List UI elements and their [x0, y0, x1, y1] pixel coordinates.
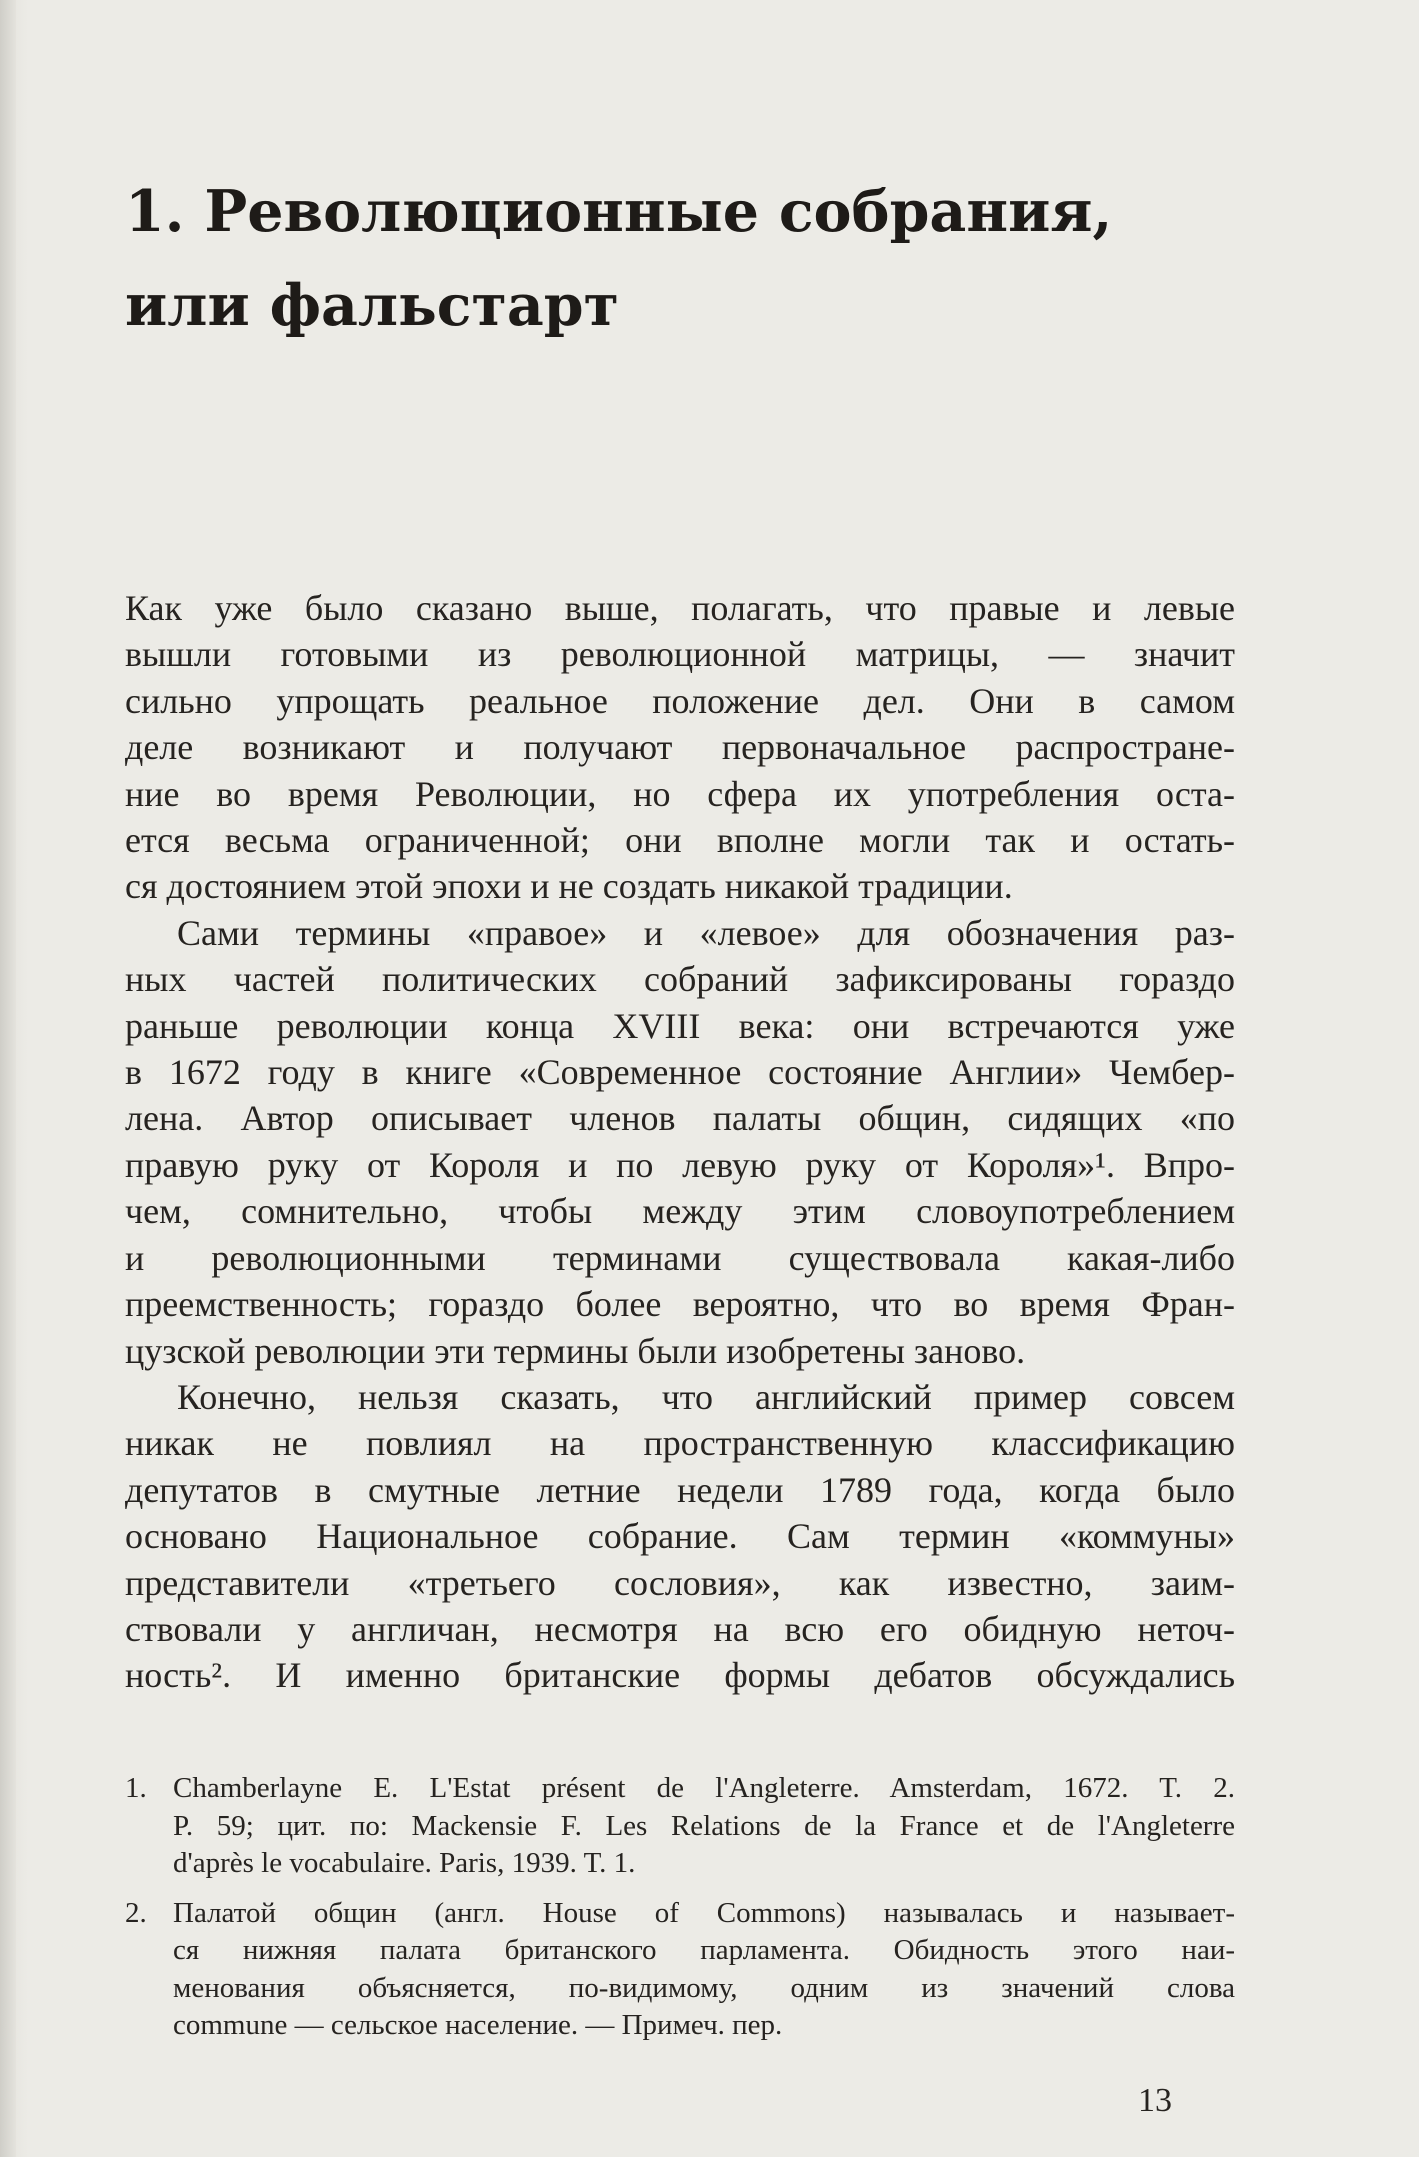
- footnote-line: P. 59; цит. по: Mackensie F. Les Relations de la France et de l'Angleterre: [173, 1809, 1235, 1842]
- footnote-line: менования объясняется, по-видимому, одним из значений слова: [173, 1971, 1235, 2004]
- footnote-number: 2.: [125, 1896, 147, 1929]
- text-line: раньше революции конца XVIII века: они встречаются уже: [125, 1005, 1235, 1046]
- footnote-1: [125, 1770, 1235, 1883]
- text-line: Конечно, нельзя сказать, что английский пример совсем: [177, 1376, 1235, 1417]
- text-line: ся достоянием этой эпохи и не создать никакой традиции.: [125, 866, 1013, 907]
- text-line: основано Национальное собрание. Сам термин «коммуны»: [125, 1516, 1235, 1557]
- text-line: лена. Автор описывает членов палаты общин, сидящих «по: [125, 1098, 1235, 1139]
- footnote-line: commune — сельское население. — Примеч. пер.: [173, 2009, 783, 2041]
- text-line: Сами термины «правое» и «левое» для обозначения раз-: [177, 912, 1235, 953]
- paragraph-3: [125, 1374, 1235, 1699]
- text-line: депутатов в смутные летние недели 1789 года, когда было: [125, 1469, 1235, 1510]
- text-line: деле возникают и получают первоначальное распростране-: [125, 727, 1235, 768]
- footnote-line: d'après le vocabulaire. Paris, 1939. T. 1.: [173, 1847, 636, 1879]
- footnote-line: Палатой общин (англ. House of Commons) называлась и называет-: [173, 1896, 1235, 1929]
- footnote-2: [125, 1895, 1235, 2045]
- text-line: преемственность; гораздо более вероятно, что во время Фран-: [125, 1284, 1235, 1325]
- page-binding-edge: [0, 0, 16, 2157]
- footnote-number: 1.: [125, 1772, 147, 1804]
- text-line: ется весьма ограниченной; они вполне могли так и остать-: [125, 820, 1235, 861]
- text-line: в 1672 году в книге «Современное состояние Англии» Чембер-: [125, 1052, 1235, 1093]
- footnote-line: ся нижняя палата британского парламента. Обидность этого наи-: [173, 1934, 1235, 1966]
- text-line: правую руку от Короля и по левую руку от Короля»¹. Впро-: [125, 1144, 1235, 1185]
- text-line: Как уже было сказано выше, полагать, что правые и левые: [125, 588, 1235, 628]
- text-line: представители «третьего сословия», как известно, заим-: [125, 1562, 1235, 1603]
- chapter-title-line: 1. Революционные собрания,: [125, 178, 1113, 245]
- footnote-line: Chamberlayne E. L'Estat présent de l'Angleterre. Amsterdam, 1672. T. 2.: [173, 1772, 1235, 1804]
- text-line: ных частей политических собраний зафиксированы гораздо: [125, 959, 1235, 1000]
- text-line: ность². И именно британские формы дебатов обсуждались: [125, 1655, 1235, 1696]
- chapter-title: [125, 165, 1225, 353]
- text-line: ние во время Революции, но сфера их употребления оста-: [125, 773, 1235, 814]
- text-line: ствовали у англичан, несмотря на всю его обидную неточ-: [125, 1608, 1235, 1649]
- text-line: чем, сомнительно, чтобы между этим словоупотреблением: [125, 1191, 1235, 1232]
- paragraph-1: [125, 585, 1235, 910]
- footnotes: [125, 1770, 1235, 2057]
- text-line: никак не повлиял на пространственную классификацию: [125, 1423, 1235, 1464]
- text-line: сильно упрощать реальное положение дел. Они в самом: [125, 680, 1235, 721]
- body-text: [125, 585, 1235, 1699]
- paragraph-2: [125, 910, 1235, 1374]
- page-number: 13: [1138, 2082, 1172, 2119]
- chapter-title-line: или фальстарт: [125, 272, 619, 339]
- text-line: вышли готовыми из революционной матрицы, — значит: [125, 634, 1235, 675]
- text-line: цузской революции эти термины были изобретены заново.: [125, 1330, 1026, 1371]
- text-line: и революционными терминами существовала какая-либо: [125, 1237, 1235, 1278]
